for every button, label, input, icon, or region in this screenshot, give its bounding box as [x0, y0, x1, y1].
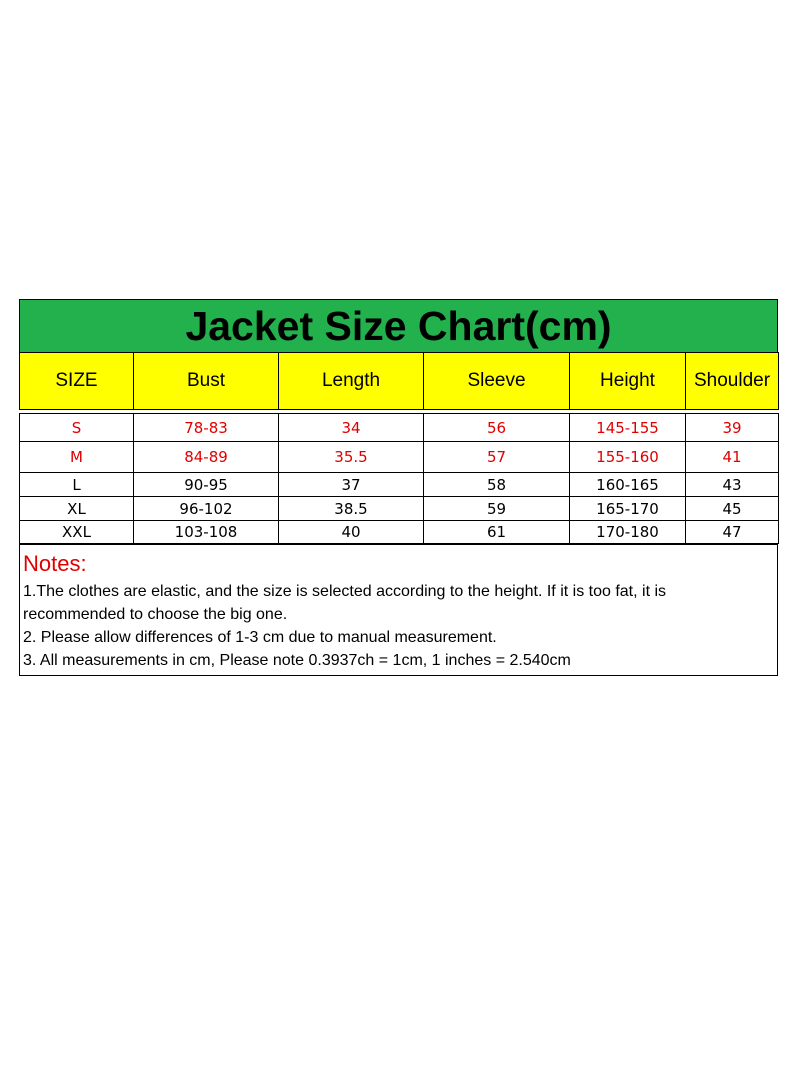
column-header-sleeve: Sleeve	[424, 353, 570, 410]
cell-size: XL	[20, 497, 134, 521]
table-row	[20, 442, 779, 473]
table-row	[20, 414, 779, 442]
cell-sleeve: 61	[424, 521, 570, 544]
cell-bust: 78-83	[134, 414, 279, 442]
cell-size: M	[20, 442, 134, 473]
cell-length: 35.5	[279, 442, 424, 473]
column-header-height: Height	[570, 353, 686, 410]
note-line: 3. All measurements in cm, Please note 0.3937ch = 1cm, 1 inches = 2.540cm	[23, 652, 571, 669]
note-line: recommended to choose the big one.	[23, 606, 288, 623]
notes-box	[19, 544, 778, 676]
table-row	[20, 497, 779, 521]
note-line: 1.The clothes are elastic, and the size is selected according to the height. If it is too fat, it is	[23, 583, 667, 600]
cell-size: XXL	[20, 521, 134, 544]
cell-length: 34	[279, 414, 424, 442]
column-header-bust: Bust	[134, 353, 279, 410]
cell-size: L	[20, 473, 134, 497]
cell-shoulder: 41	[686, 442, 779, 473]
cell-bust: 84-89	[134, 442, 279, 473]
notes-title: Notes:	[23, 551, 87, 576]
cell-height: 145-155	[570, 414, 686, 442]
cell-shoulder: 47	[686, 521, 779, 544]
cell-bust: 90-95	[134, 473, 279, 497]
cell-length: 38.5	[279, 497, 424, 521]
note-line: 2. Please allow differences of 1-3 cm due to manual measurement.	[23, 629, 497, 646]
cell-sleeve: 59	[424, 497, 570, 521]
table-row	[20, 473, 779, 497]
cell-length: 40	[279, 521, 424, 544]
cell-shoulder: 43	[686, 473, 779, 497]
chart-title: Jacket Size Chart(cm)	[19, 299, 778, 352]
cell-sleeve: 56	[424, 414, 570, 442]
column-header-shoulder: Shoulder	[686, 353, 779, 410]
cell-height: 170-180	[570, 521, 686, 544]
cell-shoulder: 39	[686, 414, 779, 442]
table-row	[20, 521, 779, 544]
column-header-size: SIZE	[20, 353, 134, 410]
cell-sleeve: 57	[424, 442, 570, 473]
cell-height: 155-160	[570, 442, 686, 473]
cell-shoulder: 45	[686, 497, 779, 521]
cell-height: 165-170	[570, 497, 686, 521]
size-chart-sheet	[19, 299, 778, 676]
size-table	[19, 352, 779, 544]
cell-sleeve: 58	[424, 473, 570, 497]
cell-bust: 103-108	[134, 521, 279, 544]
cell-height: 160-165	[570, 473, 686, 497]
cell-bust: 96-102	[134, 497, 279, 521]
cell-length: 37	[279, 473, 424, 497]
cell-size: S	[20, 414, 134, 442]
column-header-length: Length	[279, 353, 424, 410]
table-header-row	[20, 353, 779, 410]
